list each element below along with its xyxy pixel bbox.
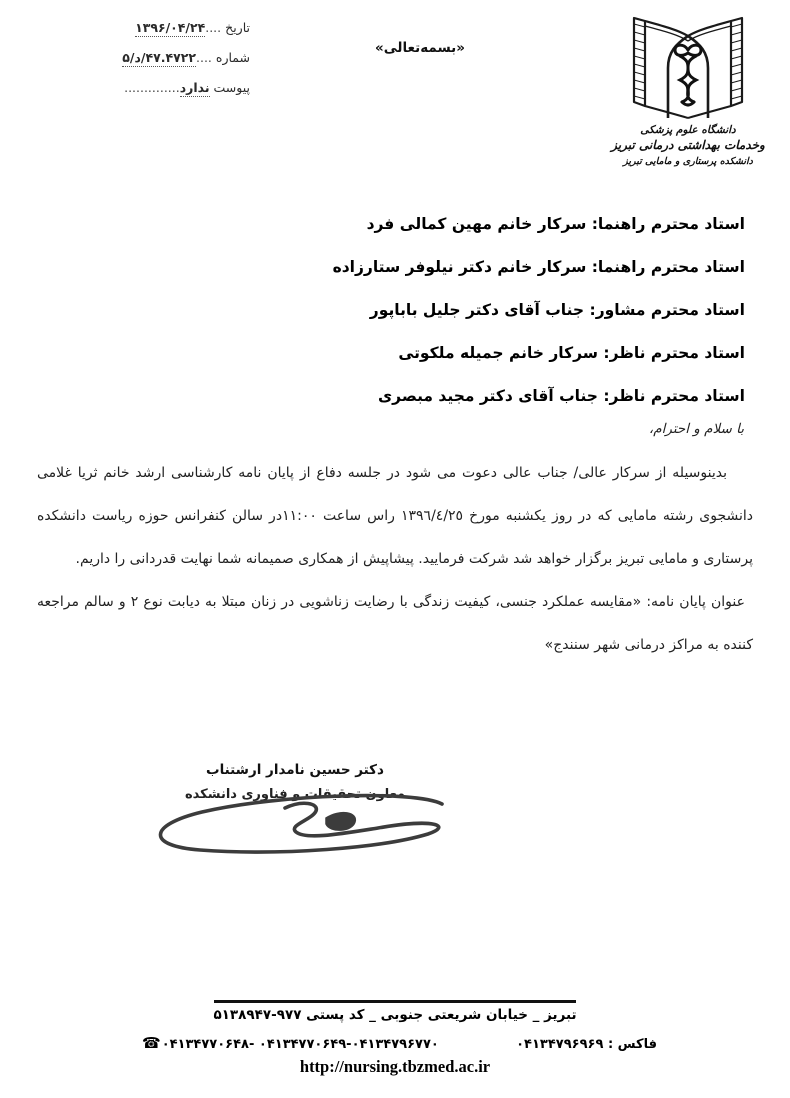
thesis-title-paragraph: عنوان پایان نامه: «مقایسه عملکرد جنسی، کیفیت زندگی با رضایت زناشویی در زنان مبتلا به دیابت نوع ۲ و سالم مراجعه کننده به مراکز درمانی شهر سنندج» xyxy=(37,594,753,653)
phone-numbers: ۰۴۱۳۴۷۷۰۶۴۸- ۰۴۱۳۴۷۷۰۶۴۹-۰۴۱۳۴۷۹۶۷۷۰ xyxy=(161,1037,439,1052)
footer-divider xyxy=(214,1000,576,1003)
salutation-text: با سلام و احترام، xyxy=(648,421,744,437)
number-label: شماره xyxy=(215,50,250,65)
logo-faculty-name: دانشکده پرستاری و مامایی تبریز xyxy=(623,156,753,167)
fax-group xyxy=(516,1037,657,1052)
fax-number: ۰۴۱۳۴۷۹۶۹۶۹ xyxy=(516,1037,604,1052)
besmeleh-text: «بسمه‌تعالی» xyxy=(375,40,465,56)
invitation-paragraph: بدینوسیله از سرکار عالی/ جناب عالی دعوت می شود در جلسه دفاع از پایان نامه کارشناسی ارشد خانم ثریا غلامی دانشجوی رشته مامایی که در روز یکشنبه مورخ ۱۳۹٦/٤/٢٥ راس ساعت ۱۱:۰۰در سالن کنفرانس حوزه ریاست دانشکده پرستاری و مامایی تبریز برگزار خواهد شد شرکت فرمایید. پیشاپیش از همکاری صمیمانه شما نهایت قدردانی را داریم. xyxy=(37,465,753,567)
number-row xyxy=(60,50,250,65)
recipients-block xyxy=(60,214,745,429)
footer-address xyxy=(120,1007,670,1023)
recipient-line: استاد محترم مشاور: جناب آقای دکتر جلیل باباپور xyxy=(369,301,745,319)
phone-numbers-group xyxy=(142,1034,439,1052)
date-row xyxy=(60,20,250,35)
fax-label: فاکس : xyxy=(607,1037,657,1052)
date-value: ۱۳۹۶/۰۴/۲۴ xyxy=(135,20,206,35)
phone-icon: ☎ xyxy=(142,1034,161,1052)
address-text: تبریز _ خیابان شریعتی جنوبی _ کد پستی xyxy=(306,1007,577,1023)
logo-services-line: وخدمات بهداشتی درمانی تبریز xyxy=(611,138,765,152)
recipient-line: استاد محترم ناظر: سرکار خانم جمیله ملکوتی xyxy=(398,344,745,362)
attachment-value: ندارد xyxy=(179,80,210,95)
university-emblem-icon xyxy=(618,10,758,122)
signature-block xyxy=(150,762,440,802)
logo-university-name: دانشگاه علوم پزشکی xyxy=(640,124,736,136)
date-label: تاریخ xyxy=(225,20,250,35)
date-leader-dots: .... xyxy=(205,20,222,35)
signer-name: دکتر حسین نامدار ارشتناب xyxy=(206,762,384,778)
letter-meta-block xyxy=(60,20,250,110)
attachment-row xyxy=(60,80,250,95)
website-url: http://nursing.tbzmed.ac.ir xyxy=(299,1057,491,1076)
signer-title: معاون تحقیقات و فناوری دانشکده xyxy=(184,787,405,802)
postal-code: ۵۱۳۸۹۴۷-۹۷۷ xyxy=(213,1007,302,1023)
footer-phone-row xyxy=(142,1034,657,1052)
recipient-line: استاد محترم راهنما: سرکار خانم مهین کمالی فرد xyxy=(366,215,745,233)
university-logo xyxy=(608,10,768,167)
letter-body xyxy=(37,452,753,667)
attachment-label: پیوست xyxy=(213,80,250,95)
recipient-line: استاد محترم ناظر: جناب آقای دکتر مجید مبصری xyxy=(377,387,745,405)
attachment-leader-dots: .............. xyxy=(124,80,180,95)
number-value: ۴۷.۴۷۲۲/د/۵ xyxy=(122,50,196,65)
recipient-line: استاد محترم راهنما: سرکار خانم دکتر نیلوفر ستارزاده xyxy=(332,258,745,276)
number-leader-dots: .... xyxy=(196,50,212,65)
